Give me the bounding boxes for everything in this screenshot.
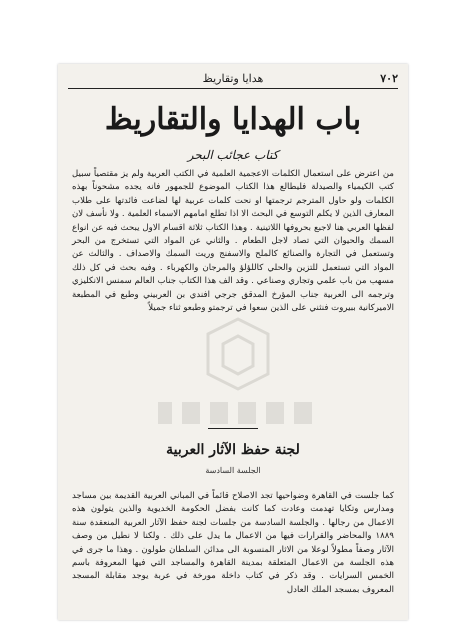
- running-title: هدايا وتقاريظ: [202, 72, 264, 85]
- section-title: لجنة حفظ الآثار العربية: [166, 442, 300, 458]
- document-page: [58, 64, 408, 620]
- section-divider: [208, 428, 258, 429]
- body-paragraph-1: من اعترض على استعمال الكلمات الاعجمية العلمية في الكتب العربية ولم يز مقتصياً سبيل كتب الكيمياء والصيدلة فليطالع هذا الكتاب الموضوع للجمهور فانه يجده مشحوناً بهذه الكلمات ولو حاول المترجم ترجمتها او نحت كلمات عربية لها لضاعت فائدتها على طلاب المعارف الذين لا يكلم التوسع في البحث الا اذا تطلع امامهم الاسماء العلمية . ولا نأسف لان لفظها العربي هنا لاجبع بحروفها اللاتينية . وهذا الكتاب ثلاثة اقسام الاول يبحث فيه عن انواع السمك والحيوان التي تصاد لاجل الطعام . والثاني عن المواد التي تستخرج من البحر وتستعمل في التجارة والصنائع كالملح والاسفنج وريت السمك والاصداف . والثالث عن المواد التي تستعمل للتزين والحلي كاللؤلؤ والمرجان والكهرباء . وفيه بحث في كل ذلك مسهب من باب علمي وتجاري وصناعي . وقد الف هذا الكتاب جناب العالم سمنس الانكليزي وترجمه الى العربية جناب المؤرخ المدقق جرجي افندي بن العربيني وطبع في المطبعة الاميركانية ببيروت فنثني على الذين سعوا في ترجمتو وطبعو ثناء جميلاً: [72, 169, 394, 314]
- body-paragraph-2: كما جلست في القاهرة وضواحيها تجد الاصلاح قائماً في المباني العربية القديمة بين مساجد ومدارس وتكايا تهدمت وعادت كما كانت بفضل الحكومة الخديوية والذين يتولون هذه الاعمال من رجالها . والجلسة السادسة من جلسات لجنة حفظ الآثار العربية المنعقدة سنة ١٨٨٩ والمحاضر والقرارات فيها من الاعمال ما يدل على ذلك . ولكنا لا نطيل من وصف الآثار وصفاً مطولاً لوعلا من الاثار المنسوبة الى مدائن السلطان طولون . وهذا ما جرى في هذه الجلسة من الاعمال المتعلقة بمدينة القاهرة والمساجد التي فيها المعروفة باسم الخمس السرايات . وقد ذكر في كتاب داخلة مورخة في عربة يوجد مقابلة المسجد المعروف بمسجد الملك العادل: [72, 491, 394, 595]
- session-label: الجلسة السادسة: [205, 466, 261, 475]
- page-number: ٧٠٢: [380, 72, 398, 85]
- chapter-subtitle: كتاب عجائب البحر: [187, 148, 279, 162]
- page-header: [68, 72, 398, 89]
- chapter-title: باب الهدايا والتقاريظ: [104, 102, 362, 137]
